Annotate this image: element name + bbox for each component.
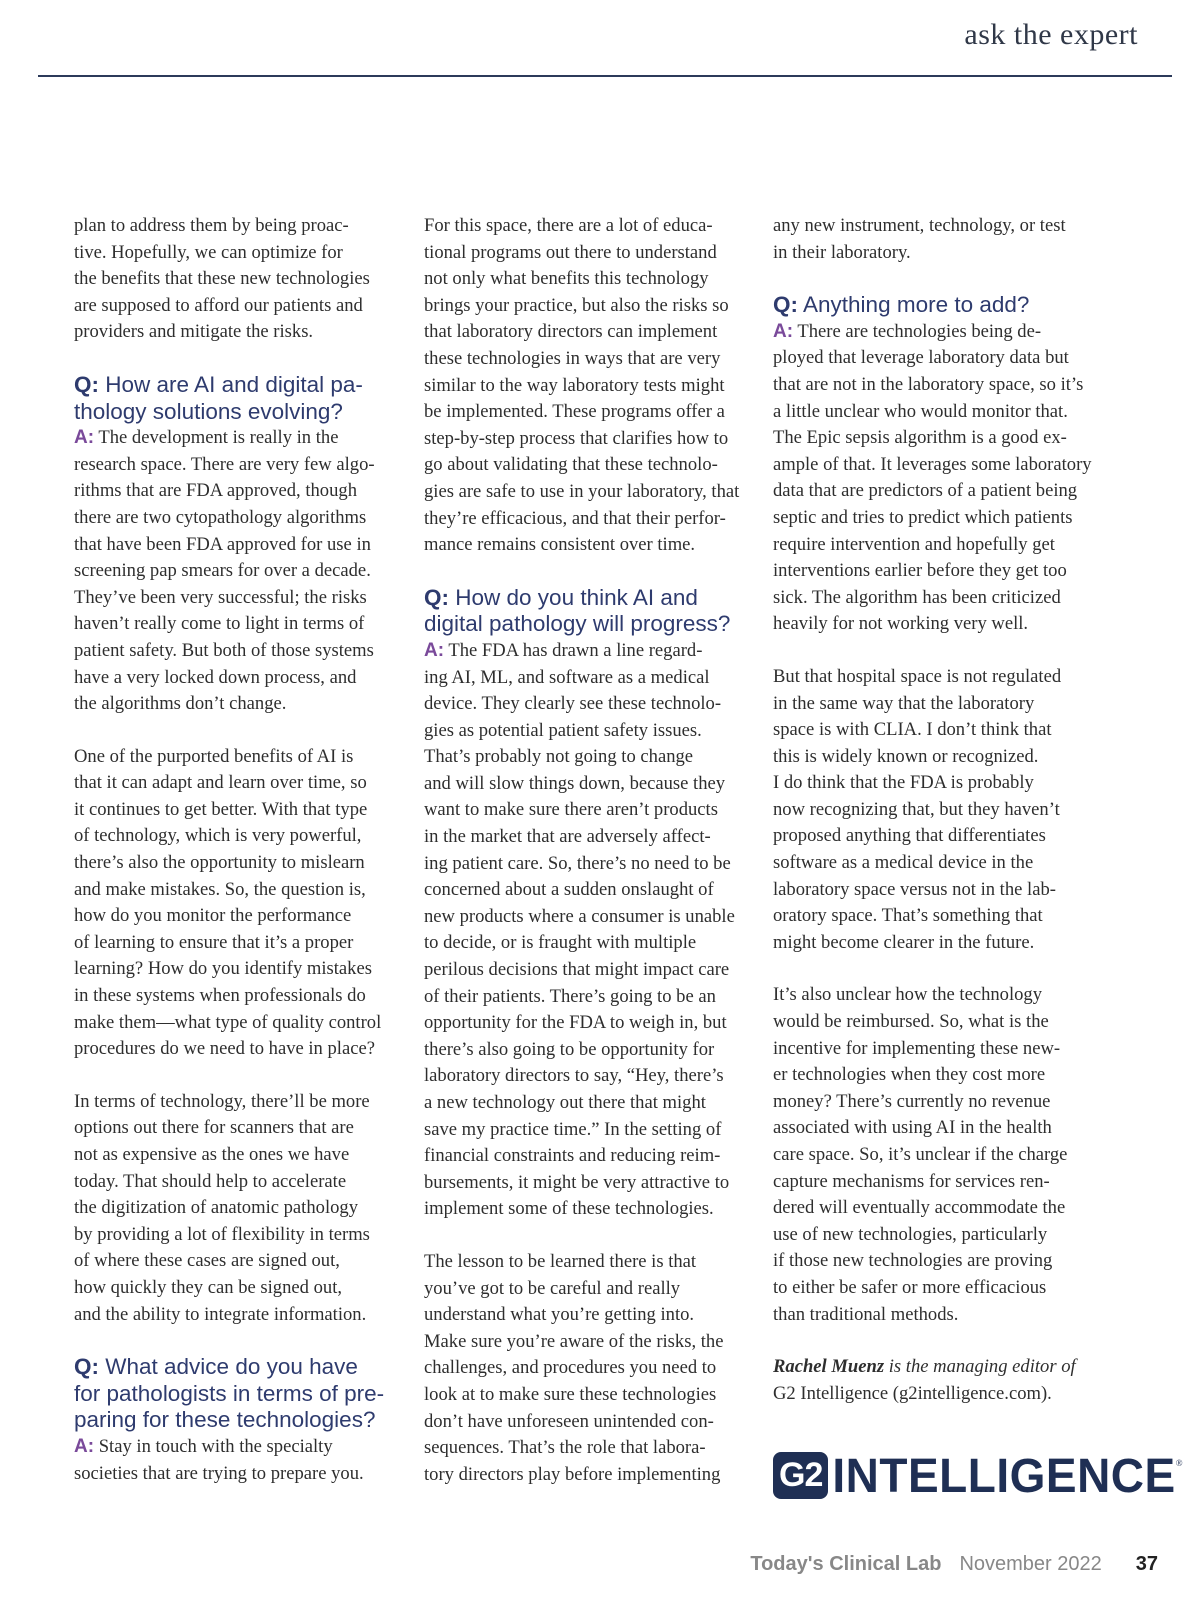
text-line: the digitization of anatomic pathology <box>74 1197 358 1219</box>
text-line: They’ve been very successful; the risks <box>74 586 367 608</box>
text-line: of where these cases are signed out, <box>74 1250 340 1272</box>
text-line: Anything more to add? <box>803 292 1030 318</box>
text-line: ing AI, ML, and software as a medical <box>424 666 710 688</box>
text-line: space is with CLIA. I don’t think that <box>773 719 1052 741</box>
answer-paragraph <box>74 425 404 718</box>
logo-badge: G2 <box>773 1452 828 1499</box>
text-line: research space. There are very few algo- <box>74 453 375 475</box>
text-line: ample of that. It leverages some laboratory <box>773 453 1092 475</box>
answer-paragraph <box>74 1434 404 1487</box>
registered-mark: ® <box>1175 1458 1183 1468</box>
text-line: It’s also unclear how the technology <box>773 984 1043 1006</box>
text-line: a little unclear who would monitor that. <box>773 400 1068 422</box>
question-marker: Q: <box>74 371 99 397</box>
text-line: er technologies when they cost more <box>773 1064 1046 1086</box>
text-line: digital pathology will progress? <box>424 611 731 637</box>
text-line: septic and tries to predict which patients <box>773 506 1073 528</box>
text-line: capture mechanisms for services ren- <box>773 1170 1050 1192</box>
text-line: might become clearer in the future. <box>773 931 1035 953</box>
paragraph <box>424 1249 754 1488</box>
text-line: if those new technologies are proving <box>773 1250 1053 1272</box>
text-line: than traditional methods. <box>773 1303 959 1325</box>
page-footer <box>750 1553 1158 1576</box>
text-line: gies as potential patient safety issues. <box>424 719 702 741</box>
paragraph <box>773 982 1103 1328</box>
text-line: money? There’s currently no revenue <box>773 1090 1051 1112</box>
text-line: by providing a lot of flexibility in terms <box>74 1223 370 1245</box>
text-line: perilous decisions that might impact care <box>424 959 730 981</box>
text-line: providers and mitigate the risks. <box>74 321 314 343</box>
text-line: procedures do we need to have in place? <box>74 1038 375 1060</box>
text-line: don’t have unforeseen unintended con- <box>424 1410 714 1432</box>
paragraph <box>74 1089 404 1328</box>
text-line: now recognizing that, but they haven’t <box>773 798 1060 820</box>
text-line: want to make sure there aren’t products <box>424 799 718 821</box>
text-line: There are technologies being de- <box>797 320 1042 342</box>
text-line: similar to the way laboratory tests might <box>424 374 725 396</box>
text-line: concerned about a sudden onslaught of <box>424 879 714 901</box>
text-line: this is widely known or recognized. <box>773 745 1039 767</box>
text-line: would be reimbursed. So, what is the <box>773 1011 1049 1033</box>
text-line: today. That should help to accelerate <box>74 1170 347 1192</box>
text-line: in the same way that the laboratory <box>773 692 1035 714</box>
question-heading <box>773 292 1103 319</box>
text-line: tive. Hopefully, we can optimize for <box>74 241 343 263</box>
text-line: implement some of these technologies. <box>424 1198 714 1220</box>
text-line: go about validating that these technolo- <box>424 454 718 476</box>
text-line: use of new technologies, particularly <box>773 1223 1048 1245</box>
text-line: and make mistakes. So, the question is, <box>74 878 366 900</box>
paragraph <box>773 664 1103 957</box>
text-line: rithms that are FDA approved, though <box>74 480 357 502</box>
text-line: mance remains consistent over time. <box>424 534 696 556</box>
text-line: are supposed to afford our patients and <box>74 294 363 316</box>
text-line: any new instrument, technology, or test <box>773 215 1066 236</box>
text-line: how quickly they can be signed out, <box>74 1276 343 1298</box>
text-line: there’s also going to be opportunity for <box>424 1038 715 1060</box>
text-line: software as a medical device in the <box>773 852 1034 874</box>
text-line: heavily for not working very well. <box>773 613 1029 635</box>
text-line: How are AI and digital pa- <box>105 371 363 397</box>
text-line: have a very locked down process, and <box>74 666 357 688</box>
question-marker: Q: <box>74 1354 99 1380</box>
text-line: What advice do you have <box>105 1354 358 1380</box>
publication-name: Today's Clinical Lab <box>750 1553 942 1575</box>
text-line: make them—what type of quality control <box>74 1011 382 1033</box>
text-line: of learning to ensure that it’s a proper <box>74 931 354 953</box>
text-line: The lesson to be learned there is that <box>424 1250 697 1272</box>
paragraph <box>74 213 404 346</box>
text-line: step-by-step process that clarifies how to <box>424 427 729 449</box>
text-line: plan to address them by being proac- <box>74 215 349 236</box>
text-line: For this space, there are a lot of educa- <box>424 215 713 236</box>
text-line: the algorithms don’t change. <box>74 693 287 715</box>
text-line: societies that are trying to prepare you. <box>74 1462 364 1484</box>
text-line: How do you think AI and <box>455 584 698 610</box>
column-3 <box>773 213 1103 1407</box>
text-line: you’ve got to be careful and really <box>424 1277 681 1299</box>
text-line: that have been FDA approved for use in <box>74 533 371 555</box>
text-line: tional programs out there to understand <box>424 241 717 263</box>
author-role: is the managing editor of <box>884 1356 1076 1378</box>
answer-marker: A: <box>773 320 794 342</box>
text-line: I do think that the FDA is probably <box>773 772 1034 794</box>
text-line: oratory space. That’s something that <box>773 905 1043 927</box>
text-line: laboratory space versus not in the lab- <box>773 878 1056 900</box>
text-line: data that are predictors of a patient being <box>773 480 1078 502</box>
text-line: learning? How do you identify mistakes <box>74 958 372 980</box>
question-marker: Q: <box>424 584 449 610</box>
text-line: device. They clearly see these technolo- <box>424 693 722 715</box>
text-line: the benefits that these new technologies <box>74 268 370 290</box>
text-line: they’re efficacious, and that their perfor- <box>424 507 726 529</box>
text-line: opportunity for the FDA to weigh in, but <box>424 1012 727 1034</box>
text-line: brings your practice, but also the risks so <box>424 294 729 316</box>
text-line: that laboratory directors can implement <box>424 321 718 343</box>
text-line: there’s also the opportunity to mislearn <box>74 852 365 874</box>
text-line: laboratory directors to say, “Hey, there’s <box>424 1065 724 1087</box>
text-line: interventions earlier before they get too <box>773 560 1067 582</box>
paragraph <box>74 744 404 1063</box>
text-line: associated with using AI in the health <box>773 1117 1052 1139</box>
text-line: of technology, which is very powerful, <box>74 825 362 847</box>
text-line: One of the purported benefits of AI is <box>74 745 354 767</box>
text-line: there are two cytopathology algorithms <box>74 506 367 528</box>
text-line: Make sure you’re aware of the risks, the <box>424 1330 724 1352</box>
text-line: a new technology out there that might <box>424 1092 706 1113</box>
text-line: to either be safer or more efficacious <box>773 1276 1047 1298</box>
text-line: look at to make sure these technologies <box>424 1383 717 1405</box>
text-line: patient safety. But both of those systems <box>74 639 374 661</box>
author-name: Rachel Muenz <box>773 1356 885 1378</box>
text-line: care space. So, it’s unclear if the charge <box>773 1144 1068 1165</box>
text-line: incentive for implementing these new- <box>773 1037 1061 1059</box>
paragraph <box>773 213 1103 266</box>
text-line: in their laboratory. <box>773 241 911 263</box>
page-number: 37 <box>1135 1553 1158 1575</box>
text-line: haven’t really come to light in terms of <box>74 613 365 635</box>
text-line: screening pap smears for over a decade. <box>74 560 371 582</box>
paragraph <box>424 213 754 559</box>
text-line: That’s probably not going to change <box>424 746 694 768</box>
answer-marker: A: <box>424 639 445 661</box>
text-line: understand what you’re getting into. <box>424 1304 695 1326</box>
text-line: to decide, or is fraught with multiple <box>424 932 697 954</box>
text-line: it continues to get better. With that type <box>74 798 368 820</box>
text-line: gies are safe to use in your laboratory, that <box>424 480 740 502</box>
text-line: But that hospital space is not regulated <box>773 665 1062 687</box>
text-line: not as expensive as the ones we have <box>74 1144 350 1165</box>
text-line: bursements, it might be very attractive to <box>424 1171 730 1193</box>
text-line: in these systems when professionals do <box>74 985 366 1007</box>
answer-marker: A: <box>74 427 95 449</box>
text-line: new products where a consumer is unable <box>424 905 735 927</box>
text-line: save my practice time.” In the setting of <box>424 1118 722 1140</box>
text-line: ing patient care. So, there’s no need to be <box>424 852 731 874</box>
issue-date: November 2022 <box>959 1553 1102 1575</box>
text-line: of their patients. There’s going to be an <box>424 985 716 1007</box>
text-line: that it can adapt and learn over time, so <box>74 772 367 794</box>
text-line: thology solutions evolving? <box>74 398 343 424</box>
text-line: how do you monitor the performance <box>74 905 352 927</box>
answer-paragraph <box>773 319 1103 638</box>
text-line: require intervention and hopefully get <box>773 533 1055 555</box>
text-line: sequences. That’s the role that labora- <box>424 1437 706 1459</box>
column-2 <box>424 213 754 1488</box>
text-line: financial constraints and reducing reim- <box>424 1145 721 1167</box>
text-line: that are not in the laboratory space, so it’s <box>773 373 1084 395</box>
text-line: options out there for scanners that are <box>74 1117 354 1139</box>
text-line: In terms of technology, there’ll be more <box>74 1090 370 1112</box>
answer-paragraph <box>424 638 754 1223</box>
text-line: and the ability to integrate information. <box>74 1303 367 1325</box>
text-line: these technologies in ways that are very <box>424 347 721 369</box>
g2-intelligence-logo <box>773 1448 1183 1502</box>
header-rule <box>38 75 1172 77</box>
text-line: be implemented. These programs offer a <box>424 401 725 423</box>
question-marker: Q: <box>773 292 798 318</box>
text-line: proposed anything that differentiates <box>773 825 1046 847</box>
text-line: and will slow things down, because they <box>424 772 726 794</box>
logo-wordmark: INTELLIGENCE <box>832 1447 1176 1503</box>
question-heading <box>74 1354 404 1434</box>
text-line: dered will eventually accommodate the <box>773 1197 1066 1219</box>
answer-marker: A: <box>74 1435 95 1457</box>
text-line: challenges, and procedures you need to <box>424 1357 717 1379</box>
text-line: ployed that leverage laboratory data but <box>773 347 1069 369</box>
text-line: in the market that are adversely affect- <box>424 826 711 848</box>
text-line: The development is really in the <box>98 427 339 449</box>
question-heading <box>424 585 754 638</box>
text-line: not only what benefits this technology <box>424 268 709 290</box>
author-byline <box>773 1354 1103 1407</box>
text-line: for pathologists in terms of pre- <box>74 1380 385 1406</box>
text-line: paring for these technologies? <box>74 1407 376 1433</box>
text-line: sick. The algorithm has been criticized <box>773 586 1061 608</box>
question-heading <box>74 372 404 425</box>
author-affiliation: G2 Intelligence (g2intelligence.com). <box>773 1382 1052 1404</box>
text-line: The Epic sepsis algorithm is a good ex- <box>773 427 1067 449</box>
column-1 <box>74 213 404 1487</box>
text-line: The FDA has drawn a line regard- <box>448 639 703 661</box>
text-line: tory directors play before implementing <box>424 1463 721 1485</box>
text-line: Stay in touch with the specialty <box>98 1435 333 1457</box>
section-header: ask the expert <box>964 18 1138 51</box>
